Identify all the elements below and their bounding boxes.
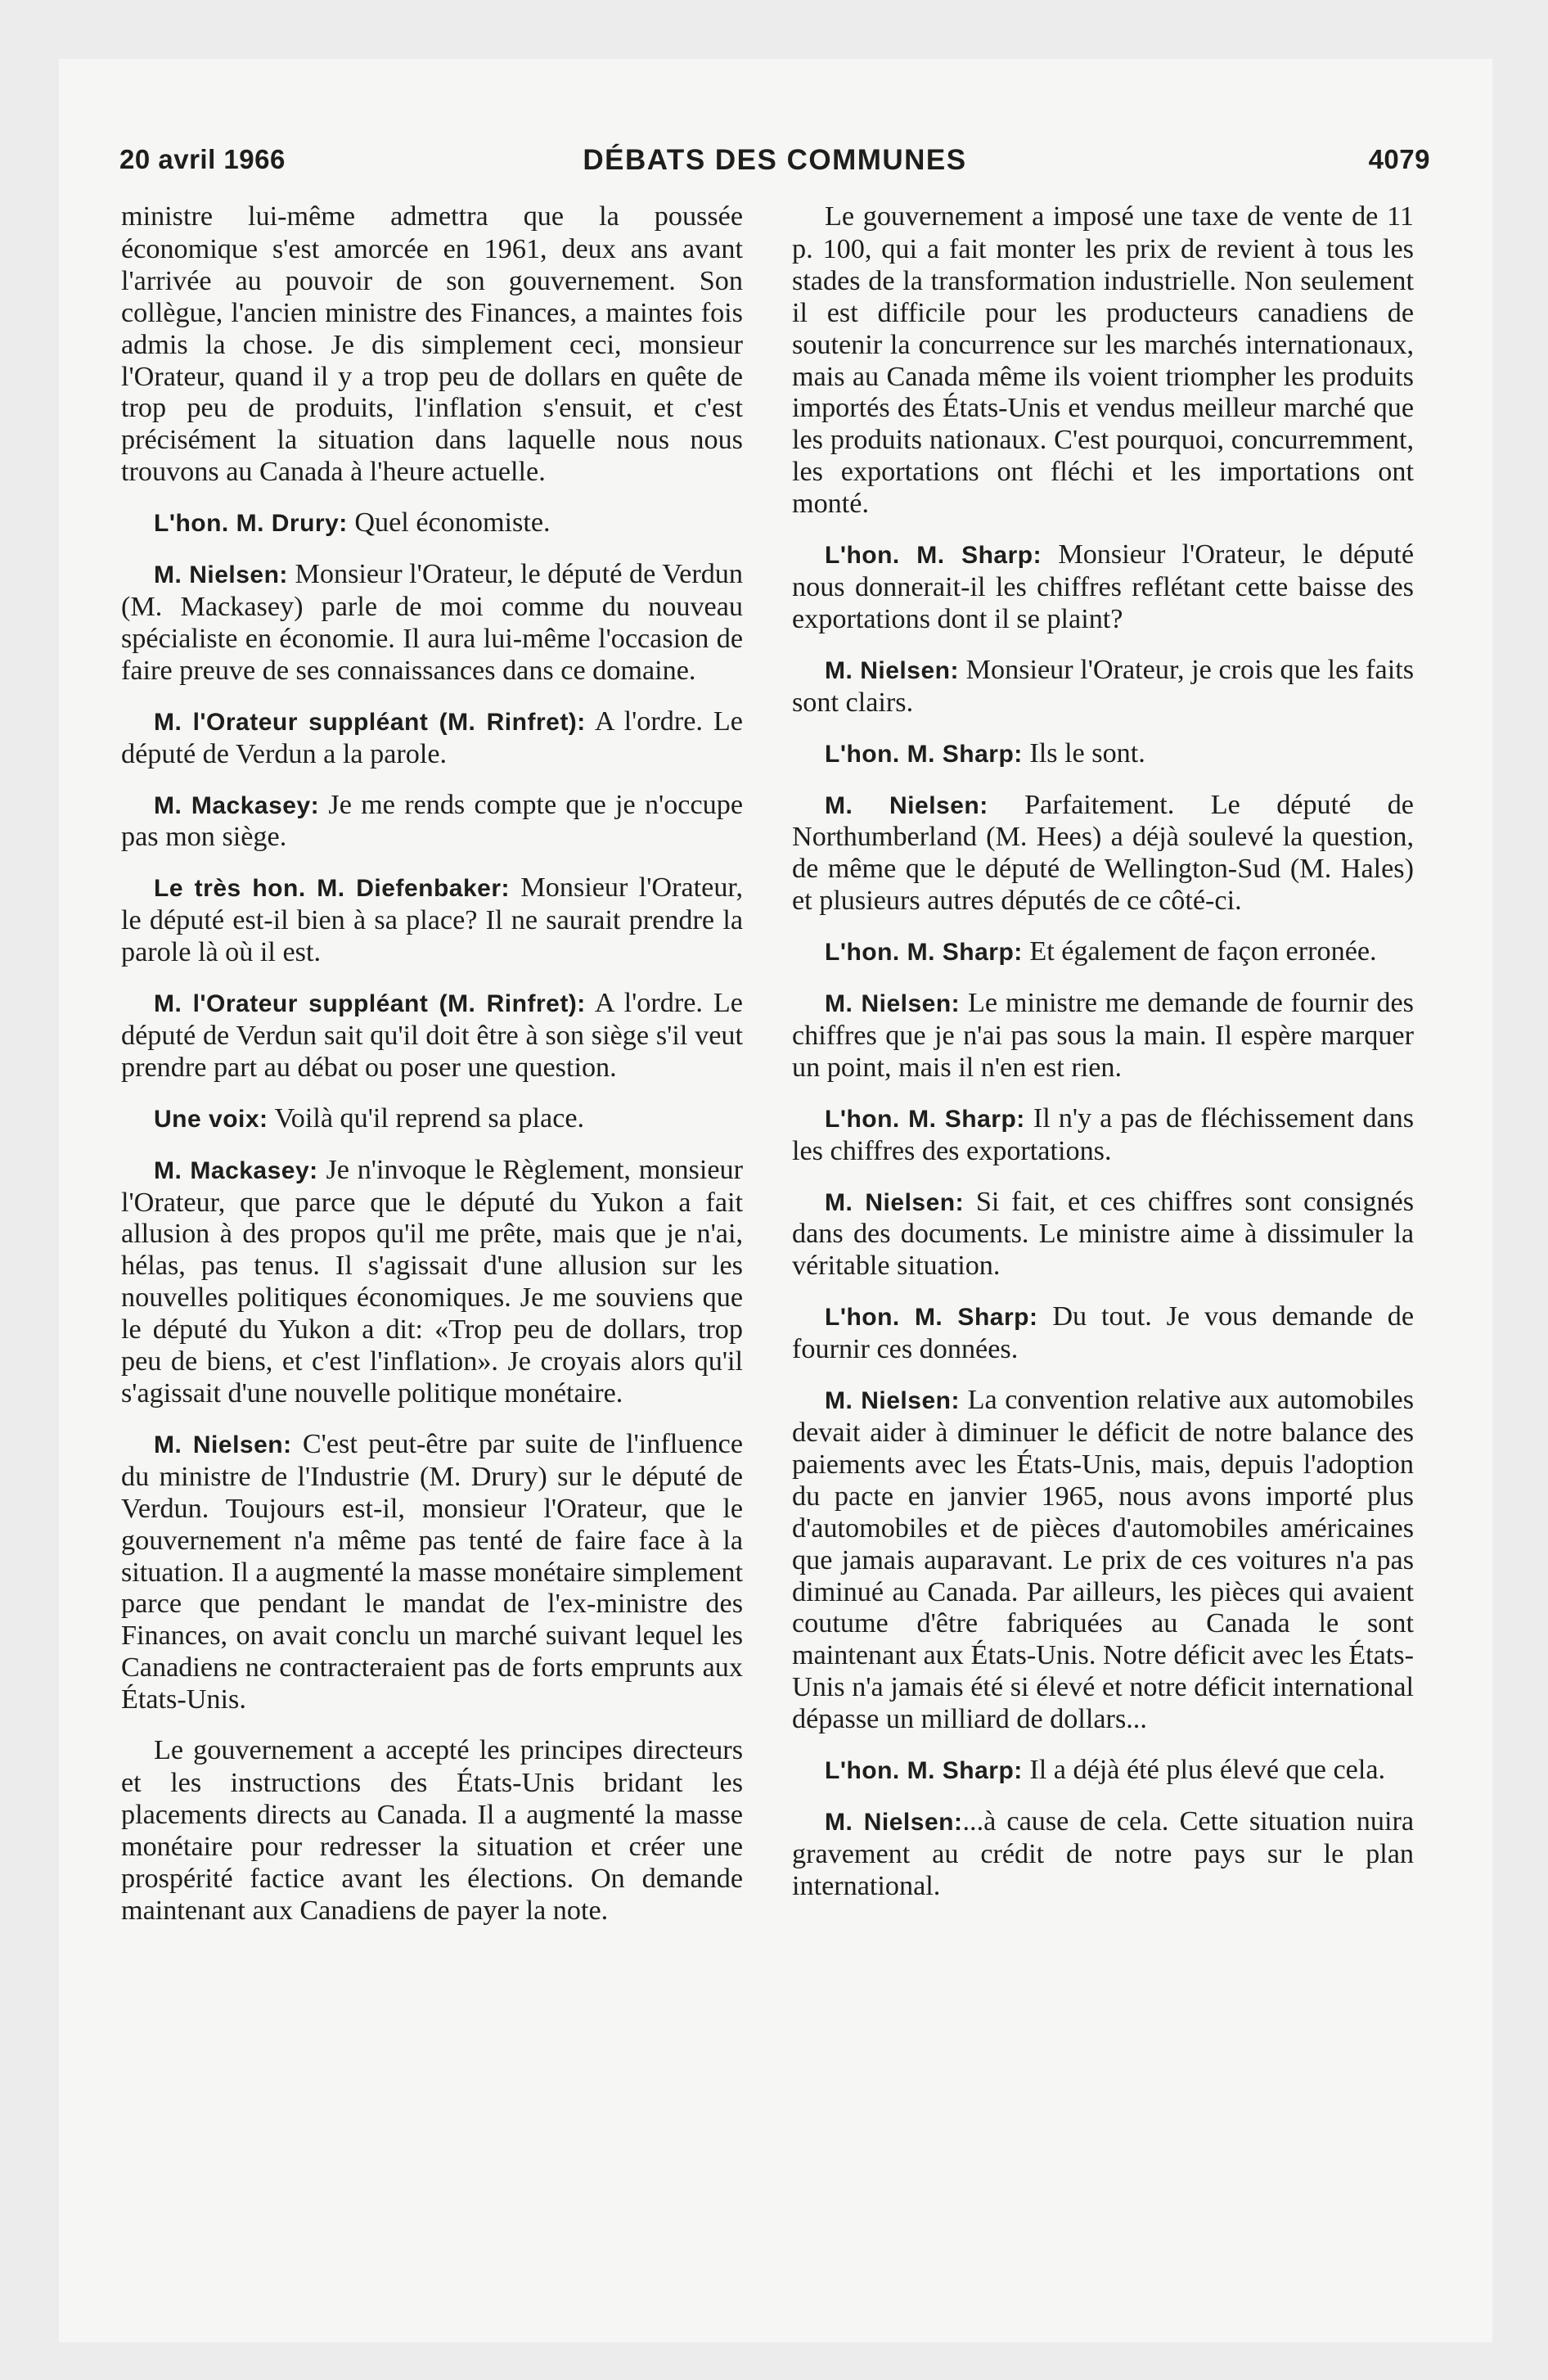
speech-text: Ils le sont.: [1029, 737, 1145, 769]
page-number: 4079: [1368, 144, 1430, 174]
speech-text: C'est peut-être par suite de l'influence du ministre de l'Industrie (M. Drury) sur le député de Verdun. Toujours est-il, monsieur l'Orateur, que le gouvernement n'a même pas tenté de faire face à la situation. Il a augmenté la masse monétaire simplement parce que pendant le mandat de l'ex-ministre des Finances, on avait conclu un marché suivant lequel les Canadiens ne contracteraient pas de forts emprunts aux États-Unis.: [121, 1428, 743, 1715]
speaker: L'hon. M. Sharp:: [825, 1757, 1023, 1785]
speech-text: Du tout. Je vous demande de fournir ces données.: [792, 1301, 1414, 1365]
speech-text: ministre lui-même admettra que la poussée économique s'est amorcée en 1961, deux ans avant l'arrivée au pouvoir de son gouvernement. Son collègue, l'ancien ministre des Finances, a maintes fois admis la chose. Je dis simplement ceci, monsieur l'Orateur, quand il y a trop peu de dollars en quête de trop peu de produits, l'inflation s'ensuit, et c'est précisément la situation dans laquelle nous nous trouvons au Canada à l'heure actuelle.: [121, 201, 743, 488]
speaker: Une voix:: [154, 1105, 268, 1133]
speaker: M. Mackasey:: [154, 791, 320, 819]
paragraph: [792, 936, 1414, 969]
paragraph: [121, 1103, 743, 1136]
speaker: M. Nielsen:: [154, 1431, 292, 1458]
speaker: M. Nielsen:: [825, 990, 961, 1018]
speech-text: Voilà qu'il reprend sa place.: [274, 1102, 585, 1134]
speaker: M. Nielsen:: [825, 1387, 960, 1415]
speaker: L'hon. M. Sharp:: [825, 939, 1023, 967]
speech-text: A l'ordre. Le député de Verdun a la parole.: [121, 705, 743, 769]
speaker: M. Nielsen:: [825, 791, 988, 819]
speaker: M. Nielsen:: [154, 561, 288, 589]
speaker: M. Mackasey:: [154, 1156, 318, 1184]
paragraph: [121, 872, 743, 969]
speech-text: Le gouvernement a imposé une taxe de vente de 11 p. 100, qui a fait monter les prix de revient à tous les stades de la transformation industrielle. Non seulement il est difficile pour les producteurs canadiens de soutenir la concurrence sur les marchés internationaux, mais au Canada même ils voient triompher les produits importés des États-Unis et vendus meilleur marché que les produits nationaux. C'est pourquoi, concurremment, les exportations ont fléchi et les importations ont monté.: [792, 201, 1414, 520]
paragraph: [121, 201, 743, 489]
speech-text: Monsieur l'Orateur, le député est-il bien à sa place? Il ne saurait prendre la parole là où il est.: [121, 872, 743, 968]
speaker: M. l'Orateur suppléant (M. Rinfret):: [154, 990, 586, 1018]
paragraph: [121, 706, 743, 771]
paragraph: [121, 1429, 743, 1716]
speech-text: ...à cause de cela. Cette situation nuira gravement au crédit de notre pays sur le plan international.: [792, 1805, 1415, 1901]
speaker: M. Nielsen:: [825, 1188, 965, 1216]
speaker: L'hon. M. Sharp:: [825, 1105, 1025, 1133]
paragraph: [121, 507, 743, 540]
paragraph: [792, 1755, 1414, 1787]
speech-text: A l'ordre. Le député de Verdun sait qu'il doit être à son siège s'il veut prendre part au débat ou poser une question.: [121, 988, 743, 1083]
paragraph: [121, 1735, 743, 1927]
paragraph: [792, 988, 1414, 1084]
paragraph: [792, 1103, 1414, 1168]
header-date: 20 avril 1966: [119, 144, 286, 174]
paragraph: [121, 988, 743, 1084]
header-title: DÉBATS DES COMMUNES: [583, 144, 967, 176]
page-header: [70, 79, 1479, 176]
speech-text: Le gouvernement a accepté les principes directeurs et les instructions des États-Unis bridant les placements directs au Canada. Il a augmenté la masse monétaire pour redresser la situation et créer une prospérité factice avant les élections. On demande maintenant aux Canadiens de payer la note.: [121, 1735, 743, 1926]
speech-text: La convention relative aux automobiles devait aider à diminuer le déficit de notre balance des paiements avec les États-Unis, mais, depuis l'adoption du pacte en janvier 1965, nous avons importé plus d'automobiles et de pièces d'automobiles américaines que jamais auparavant. Le prix de ces voitures n'a pas diminué au Canada. Par ailleurs, les pièces qui avaient coutume d'être fabriquées au Canada le sont maintenant aux États-Unis. Notre déficit avec les États-Unis n'a jamais été si élevé et notre déficit international dépasse un milliard de dollars...: [792, 1385, 1415, 1735]
paragraph: [792, 1187, 1414, 1283]
paragraph: [792, 201, 1414, 521]
paragraph: [121, 1155, 743, 1410]
speech-text: Je me rends compte que je n'occupe pas mon siège.: [121, 789, 744, 853]
speech-text: Parfaitement. Le député de Northumberland (M. Hees) a déjà soulevé la question, de même que le député de Wellington-Sud (M. Hales) et plusieurs autres députés de ce côté-ci.: [792, 789, 1414, 917]
speech-text: Il n'y a pas de fléchissement dans les chiffres des exportations.: [792, 1102, 1415, 1166]
speech-text: Monsieur l'Orateur, le député nous donnerait-il les chiffres reflétant cette baisse des exportations dont il se plaint?: [792, 539, 1415, 634]
speech-text: Monsieur l'Orateur, je crois que les faits sont clairs.: [792, 654, 1414, 718]
paragraph: [792, 1301, 1414, 1366]
left-column: [121, 201, 743, 1946]
speech-text: Monsieur l'Orateur, le député de Verdun (M. Mackasey) parle de moi comme du nouveau spécialiste en économie. Il aura lui-même l'occasion de faire preuve de ses connaissances dans ce domaine.: [121, 559, 743, 686]
speech-text: Il a déjà été plus élevé que cela.: [1029, 1755, 1386, 1786]
speech-text: Quel économiste.: [354, 507, 551, 539]
speaker: M. l'Orateur suppléant (M. Rinfret):: [154, 708, 586, 736]
speaker: M. Nielsen:: [825, 656, 959, 684]
speaker: Le très hon. M. Diefenbaker:: [154, 875, 510, 903]
paragraph: [792, 1806, 1414, 1903]
paragraph: [121, 559, 743, 687]
speaker: M. Nielsen:: [825, 1808, 963, 1836]
speech-text: Je n'invoque le Règlement, monsieur l'Orateur, que parce que le député du Yukon a fait allusion à des propos qu'il me prête, mais que je n'ai, hélas, pas tenus. Il s'agissait d'une allusion sur les nouvelles politiques économiques. Je me souviens que le député du Yukon a dit: «Trop peu de dollars, trop peu de biens, et c'est l'inflation». Je croyais alors qu'il s'agissait d'une nouvelle politique monétaire.: [121, 1154, 743, 1409]
speech-text: Et également de façon erronée.: [1029, 936, 1377, 967]
speaker: L'hon. M. Drury:: [154, 510, 348, 538]
speaker: L'hon. M. Sharp:: [825, 1304, 1038, 1332]
paragraph: [792, 539, 1414, 636]
speech-text: Le ministre me demande de fournir des chiffres que je n'ai pas sous la main. Il espère marquer un point, mais il n'en est rien.: [792, 988, 1414, 1083]
paragraph: [792, 655, 1414, 719]
paragraph: [792, 1385, 1414, 1736]
speaker: L'hon. M. Sharp:: [825, 542, 1042, 570]
speaker: L'hon. M. Sharp:: [825, 740, 1023, 768]
paragraph: [792, 738, 1414, 771]
right-column: [792, 201, 1414, 1922]
speech-text: Si fait, et ces chiffres sont consignés dans des documents. Le ministre aime à dissimuler la véritable situation.: [792, 1186, 1414, 1282]
paragraph: [121, 790, 743, 854]
paragraph: [792, 790, 1414, 918]
